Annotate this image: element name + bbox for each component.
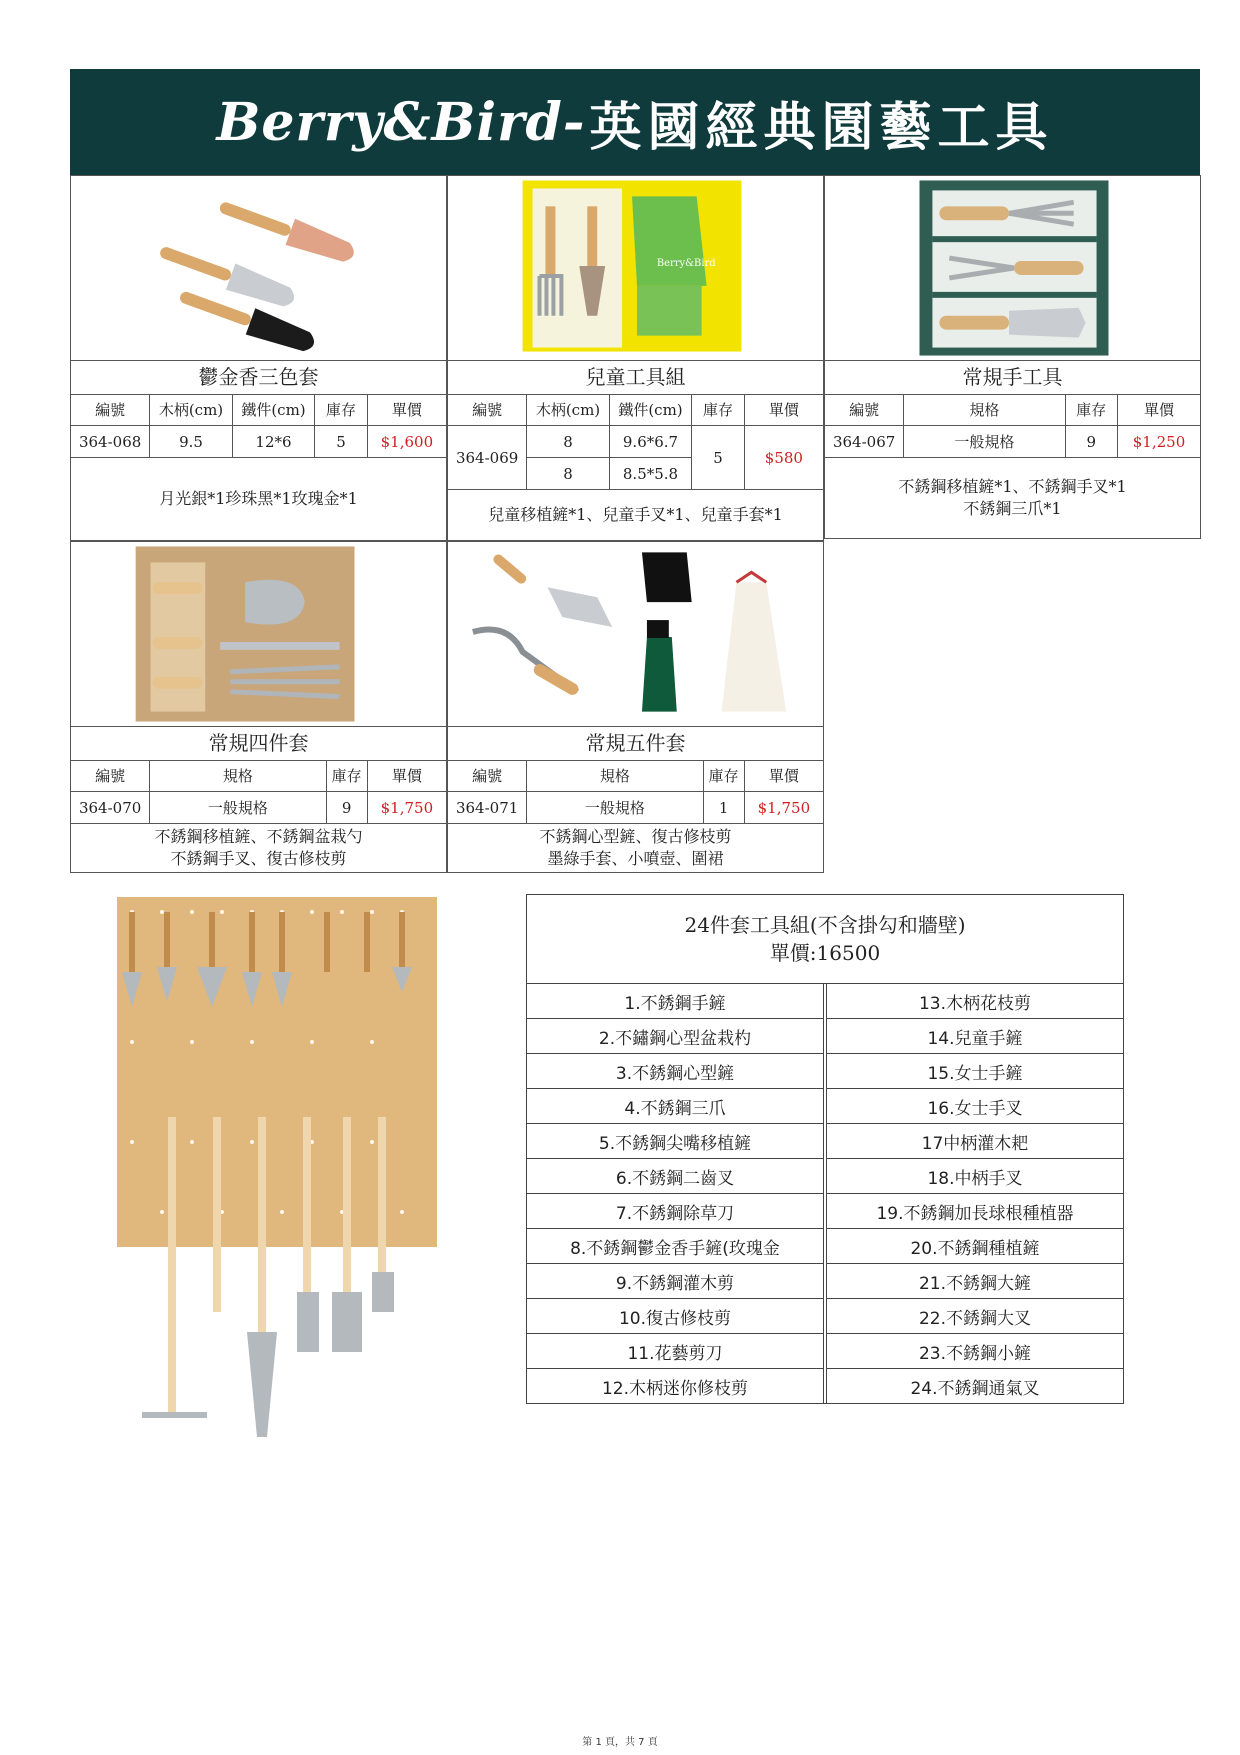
product-photo — [71, 542, 446, 727]
spec: 一般規格 — [904, 426, 1065, 458]
col-header: 單價 — [367, 760, 446, 792]
bundle-item: 16.女士手叉 — [825, 1089, 1123, 1124]
product-card-four-piece — [70, 541, 447, 873]
bundle-header — [527, 895, 1123, 984]
stock: 1 — [703, 792, 744, 824]
bundle-item: 18.中柄手叉 — [825, 1159, 1123, 1194]
col-header: 編號 — [71, 394, 150, 426]
product-description: 兒童移植鏟*1、兒童手叉*1、兒童手套*1 — [488, 504, 783, 524]
bundle-price: 單價:16500 — [769, 941, 881, 965]
col-header: 編號 — [448, 760, 527, 792]
product-name: 鬱金香三色套 — [71, 360, 446, 395]
col-header: 編號 — [448, 394, 527, 426]
product-code: 364-069 — [448, 426, 527, 490]
bundle-item: 19.不銹鋼加長球根種植器 — [825, 1194, 1123, 1229]
product-card-five-piece — [447, 541, 824, 873]
product-card-hand-tools — [824, 175, 1201, 539]
product-name: 兒童工具組 — [448, 360, 823, 395]
col-header: 單價 — [744, 394, 823, 426]
bundle-item: 1.不銹鋼手鏟 — [527, 984, 825, 1019]
stock: 5 — [692, 426, 745, 490]
bundle-item: 14.兒童手鏟 — [825, 1019, 1123, 1054]
header-banner — [70, 69, 1200, 175]
bundle-item: 2.不鏽鋼心型盆栽杓 — [527, 1019, 825, 1054]
spec-table — [448, 394, 823, 490]
bundle-item: 20.不銹鋼種植鏟 — [825, 1229, 1123, 1264]
col-header: 庫存 — [1065, 394, 1118, 426]
bundle-title: 24件套工具組(不含掛勾和牆壁) — [684, 913, 966, 937]
price: $580 — [744, 426, 823, 490]
col-header: 編號 — [825, 394, 904, 426]
spec-table — [825, 394, 1200, 458]
bundle-item: 21.不銹鋼大鏟 — [825, 1264, 1123, 1299]
spec-table — [448, 760, 823, 824]
head-size: 8.5*5.8 — [609, 458, 692, 490]
spec-table — [71, 760, 446, 824]
spec-table — [71, 394, 446, 458]
page-title: 英國經典園藝工具 — [589, 96, 1054, 158]
bundle-item: 9.不銹鋼灌木剪 — [527, 1264, 825, 1299]
col-header: 木柄(cm) — [150, 394, 233, 426]
page-number: 第 1 頁，共 7 頁 — [582, 1737, 658, 1748]
stock: 9 — [1065, 426, 1118, 458]
col-header: 編號 — [71, 760, 150, 792]
product-code: 364-070 — [71, 792, 150, 824]
handle-size: 8 — [527, 426, 610, 458]
col-header: 庫存 — [326, 760, 367, 792]
col-header: 庫存 — [315, 394, 368, 426]
bundle-item: 24.不銹鋼通氣叉 — [910, 1378, 1040, 1399]
product-description: 不銹鋼心型鏟、復古修枝剪 墨綠手套、小噴壺、圍裙 — [539, 827, 732, 868]
col-header: 鐵件(cm) — [232, 394, 315, 426]
product-code: 364-068 — [71, 426, 150, 458]
col-header: 規格 — [904, 394, 1065, 426]
pegboard-photo — [112, 892, 442, 1462]
product-photo — [448, 176, 823, 361]
col-header: 規格 — [527, 760, 703, 792]
handle-size: 9.5 — [150, 426, 233, 458]
col-header: 規格 — [150, 760, 326, 792]
stock: 5 — [315, 426, 368, 458]
bundle-24-piece — [526, 894, 1124, 1404]
head-size: 12*6 — [232, 426, 315, 458]
bundle-item: 6.不銹鋼二齒叉 — [527, 1159, 825, 1194]
col-header: 單價 — [1118, 394, 1201, 426]
bundle-item: 10.復古修枝剪 — [527, 1299, 825, 1334]
bundle-item: 4.不銹鋼三爪 — [527, 1089, 825, 1124]
col-header: 鐵件(cm) — [609, 394, 692, 426]
price: $1,600 — [367, 426, 446, 458]
product-name: 常規手工具 — [825, 360, 1200, 395]
bundle-item: 7.不銹鋼除草刀 — [527, 1194, 825, 1229]
product-name: 常規五件套 — [448, 726, 823, 761]
price: $1,750 — [367, 792, 446, 824]
col-header: 單價 — [367, 394, 446, 426]
bundle-item-table — [527, 984, 1123, 1403]
product-card-kids — [447, 175, 824, 541]
bundle-item: 8.不銹鋼鬱金香手鏟(玫瑰金 — [527, 1229, 825, 1264]
product-code: 364-067 — [825, 426, 904, 458]
product-code: 364-071 — [448, 792, 527, 824]
product-card-tulip — [70, 175, 447, 541]
spec: 一般規格 — [527, 792, 703, 824]
head-size: 9.6*6.7 — [609, 426, 692, 458]
product-description: 月光銀*1珍珠黑*1玫瑰金*1 — [159, 489, 358, 508]
price: $1,750 — [744, 792, 823, 824]
product-description: 不銹鋼移植鏟、不銹鋼盆栽勺 不銹鋼手叉、復古修枝剪 — [154, 827, 363, 868]
bundle-item: 11.花藝剪刀 — [527, 1334, 825, 1369]
handle-size: 8 — [527, 458, 610, 490]
bundle-item: 5.不銹鋼尖嘴移植鏟 — [527, 1124, 825, 1159]
bundle-item: 13.木柄花枝剪 — [825, 984, 1123, 1019]
bundle-item: 23.不銹鋼小鏟 — [825, 1334, 1123, 1369]
bundle-item: 22.不銹鋼大叉 — [825, 1299, 1123, 1334]
svg-text:Berry&Bird: Berry&Bird — [656, 258, 716, 270]
brand-logo: Berry&Bird- — [216, 91, 586, 153]
bundle-item: 15.女士手鏟 — [825, 1054, 1123, 1089]
product-photo — [448, 542, 823, 727]
spec: 一般規格 — [150, 792, 326, 824]
product-photo — [71, 176, 446, 361]
col-header: 單價 — [744, 760, 823, 792]
price: $1,250 — [1118, 426, 1201, 458]
bundle-item: 17中柄灌木耙 — [825, 1124, 1123, 1159]
col-header: 庫存 — [703, 760, 744, 792]
bundle-item: 12.木柄迷你修枝剪 — [527, 1369, 825, 1404]
product-photo — [825, 176, 1200, 361]
col-header: 木柄(cm) — [527, 394, 610, 426]
stock: 9 — [326, 792, 367, 824]
col-header: 庫存 — [692, 394, 745, 426]
bundle-item: 3.不銹鋼心型鏟 — [527, 1054, 825, 1089]
product-description: 不銹鋼移植鏟*1、不銹鋼手叉*1 不銹鋼三爪*1 — [898, 477, 1127, 518]
product-name: 常規四件套 — [71, 726, 446, 761]
